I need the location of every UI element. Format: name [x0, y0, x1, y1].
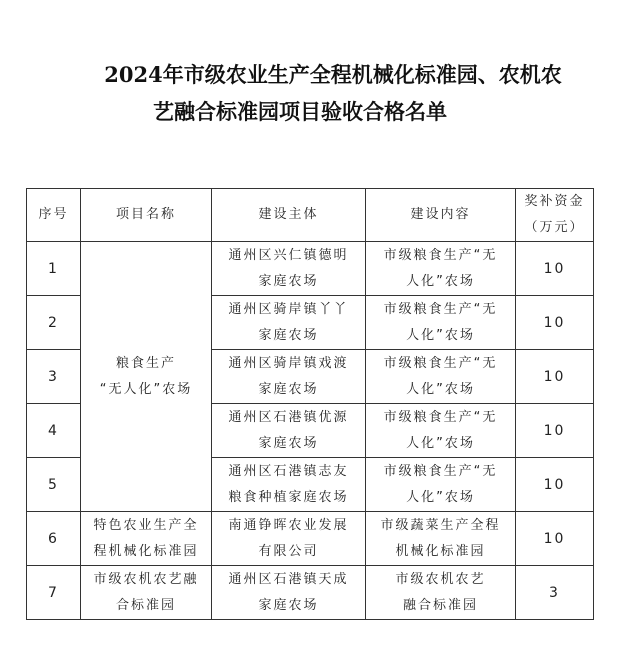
row-number: 4: [27, 404, 81, 458]
content-line-1: 市级蔬菜生产全程: [380, 517, 501, 533]
entity-cell: [212, 296, 366, 350]
content-line-1: 市级粮食生产“无: [383, 301, 498, 317]
content-line-2: 人化”农场: [406, 381, 475, 397]
table-header-row: [27, 189, 594, 242]
table-row: [27, 566, 594, 620]
content-line-1: 市级粮食生产“无: [383, 463, 498, 479]
header-project: 项目名称: [81, 189, 212, 242]
entity-line-1: 通州区骑岸镇丫丫: [228, 301, 349, 317]
title-line-2: 艺融合标准园项目验收合格名单: [153, 99, 447, 124]
content-line-2: 人化”农场: [406, 327, 475, 343]
header-no: 序号: [27, 189, 81, 242]
entity-line-2: 有限公司: [258, 543, 319, 559]
title-line-1: 2024年市级农业生产全程机械化标准园、农机农: [104, 62, 562, 87]
subsidy-amount: 10: [516, 512, 594, 566]
content-line-2: 人化”农场: [406, 435, 475, 451]
entity-cell: [212, 458, 366, 512]
header-subsidy-line-1: 奖补资金: [524, 194, 585, 209]
content-line-2: 人化”农场: [406, 273, 475, 289]
content-line-1: 市级粮食生产“无: [383, 409, 498, 425]
entity-cell: [212, 566, 366, 620]
entity-line-1: 通州区兴仁镇德明: [228, 247, 349, 263]
content-cell: [366, 350, 516, 404]
content-cell: [366, 404, 516, 458]
content-line-1: 市级粮食生产“无: [383, 247, 498, 263]
content-cell: [366, 566, 516, 620]
content-cell: [366, 512, 516, 566]
entity-line-2: 家庭农场: [258, 597, 319, 613]
project-name-line-2: 程机械化标准园: [93, 543, 199, 559]
entity-cell: [212, 350, 366, 404]
project-name-line-1: 粮食生产: [115, 355, 176, 371]
subsidy-amount: 10: [516, 296, 594, 350]
content-line-2: 机械化标准园: [395, 543, 486, 559]
content-cell: [366, 296, 516, 350]
project-name-cell: [81, 512, 212, 566]
acceptance-list-table: [26, 188, 594, 620]
row-number: 5: [27, 458, 81, 512]
entity-cell: [212, 512, 366, 566]
content-cell: [366, 242, 516, 296]
subsidy-amount: 10: [516, 350, 594, 404]
project-name-line-2: “无人化”农场: [99, 381, 193, 397]
project-name-line-1: 市级农机农艺融: [93, 571, 199, 587]
project-name-cell: [81, 566, 212, 620]
entity-line-2: 家庭农场: [258, 381, 319, 397]
header-content: 建设内容: [366, 189, 516, 242]
entity-cell: [212, 404, 366, 458]
table-row: [27, 242, 594, 296]
content-line-2: 融合标准园: [402, 597, 478, 613]
subsidy-amount: 10: [516, 458, 594, 512]
project-name-line-1: 特色农业生产全: [93, 517, 199, 533]
entity-line-1: 通州区石港镇志友: [228, 463, 349, 479]
header-subsidy: [516, 189, 594, 242]
entity-line-2: 家庭农场: [258, 435, 319, 451]
document-title: [0, 56, 630, 130]
project-name-cell: [81, 242, 212, 512]
content-line-1: 市级粮食生产“无: [383, 355, 498, 371]
table-row: [27, 512, 594, 566]
entity-line-2: 家庭农场: [258, 327, 319, 343]
content-line-1: 市级农机农艺: [395, 571, 486, 587]
header-entity: 建设主体: [212, 189, 366, 242]
row-number: 3: [27, 350, 81, 404]
row-number: 6: [27, 512, 81, 566]
entity-line-1: 通州区石港镇天成: [228, 571, 349, 587]
entity-line-1: 通州区石港镇优源: [228, 409, 349, 425]
entity-line-1: 通州区骑岸镇戏渡: [228, 355, 349, 371]
content-cell: [366, 458, 516, 512]
header-subsidy-line-2: （万元）: [524, 220, 585, 235]
content-line-2: 人化”农场: [406, 489, 475, 505]
project-name-line-2: 合标准园: [115, 597, 176, 613]
entity-line-1: 南通铮晖农业发展: [228, 517, 349, 533]
entity-line-2: 粮食种植家庭农场: [228, 489, 349, 505]
entity-line-2: 家庭农场: [258, 273, 319, 289]
row-number: 1: [27, 242, 81, 296]
subsidy-amount: 3: [516, 566, 594, 620]
subsidy-amount: 10: [516, 242, 594, 296]
row-number: 2: [27, 296, 81, 350]
row-number: 7: [27, 566, 81, 620]
entity-cell: [212, 242, 366, 296]
subsidy-amount: 10: [516, 404, 594, 458]
